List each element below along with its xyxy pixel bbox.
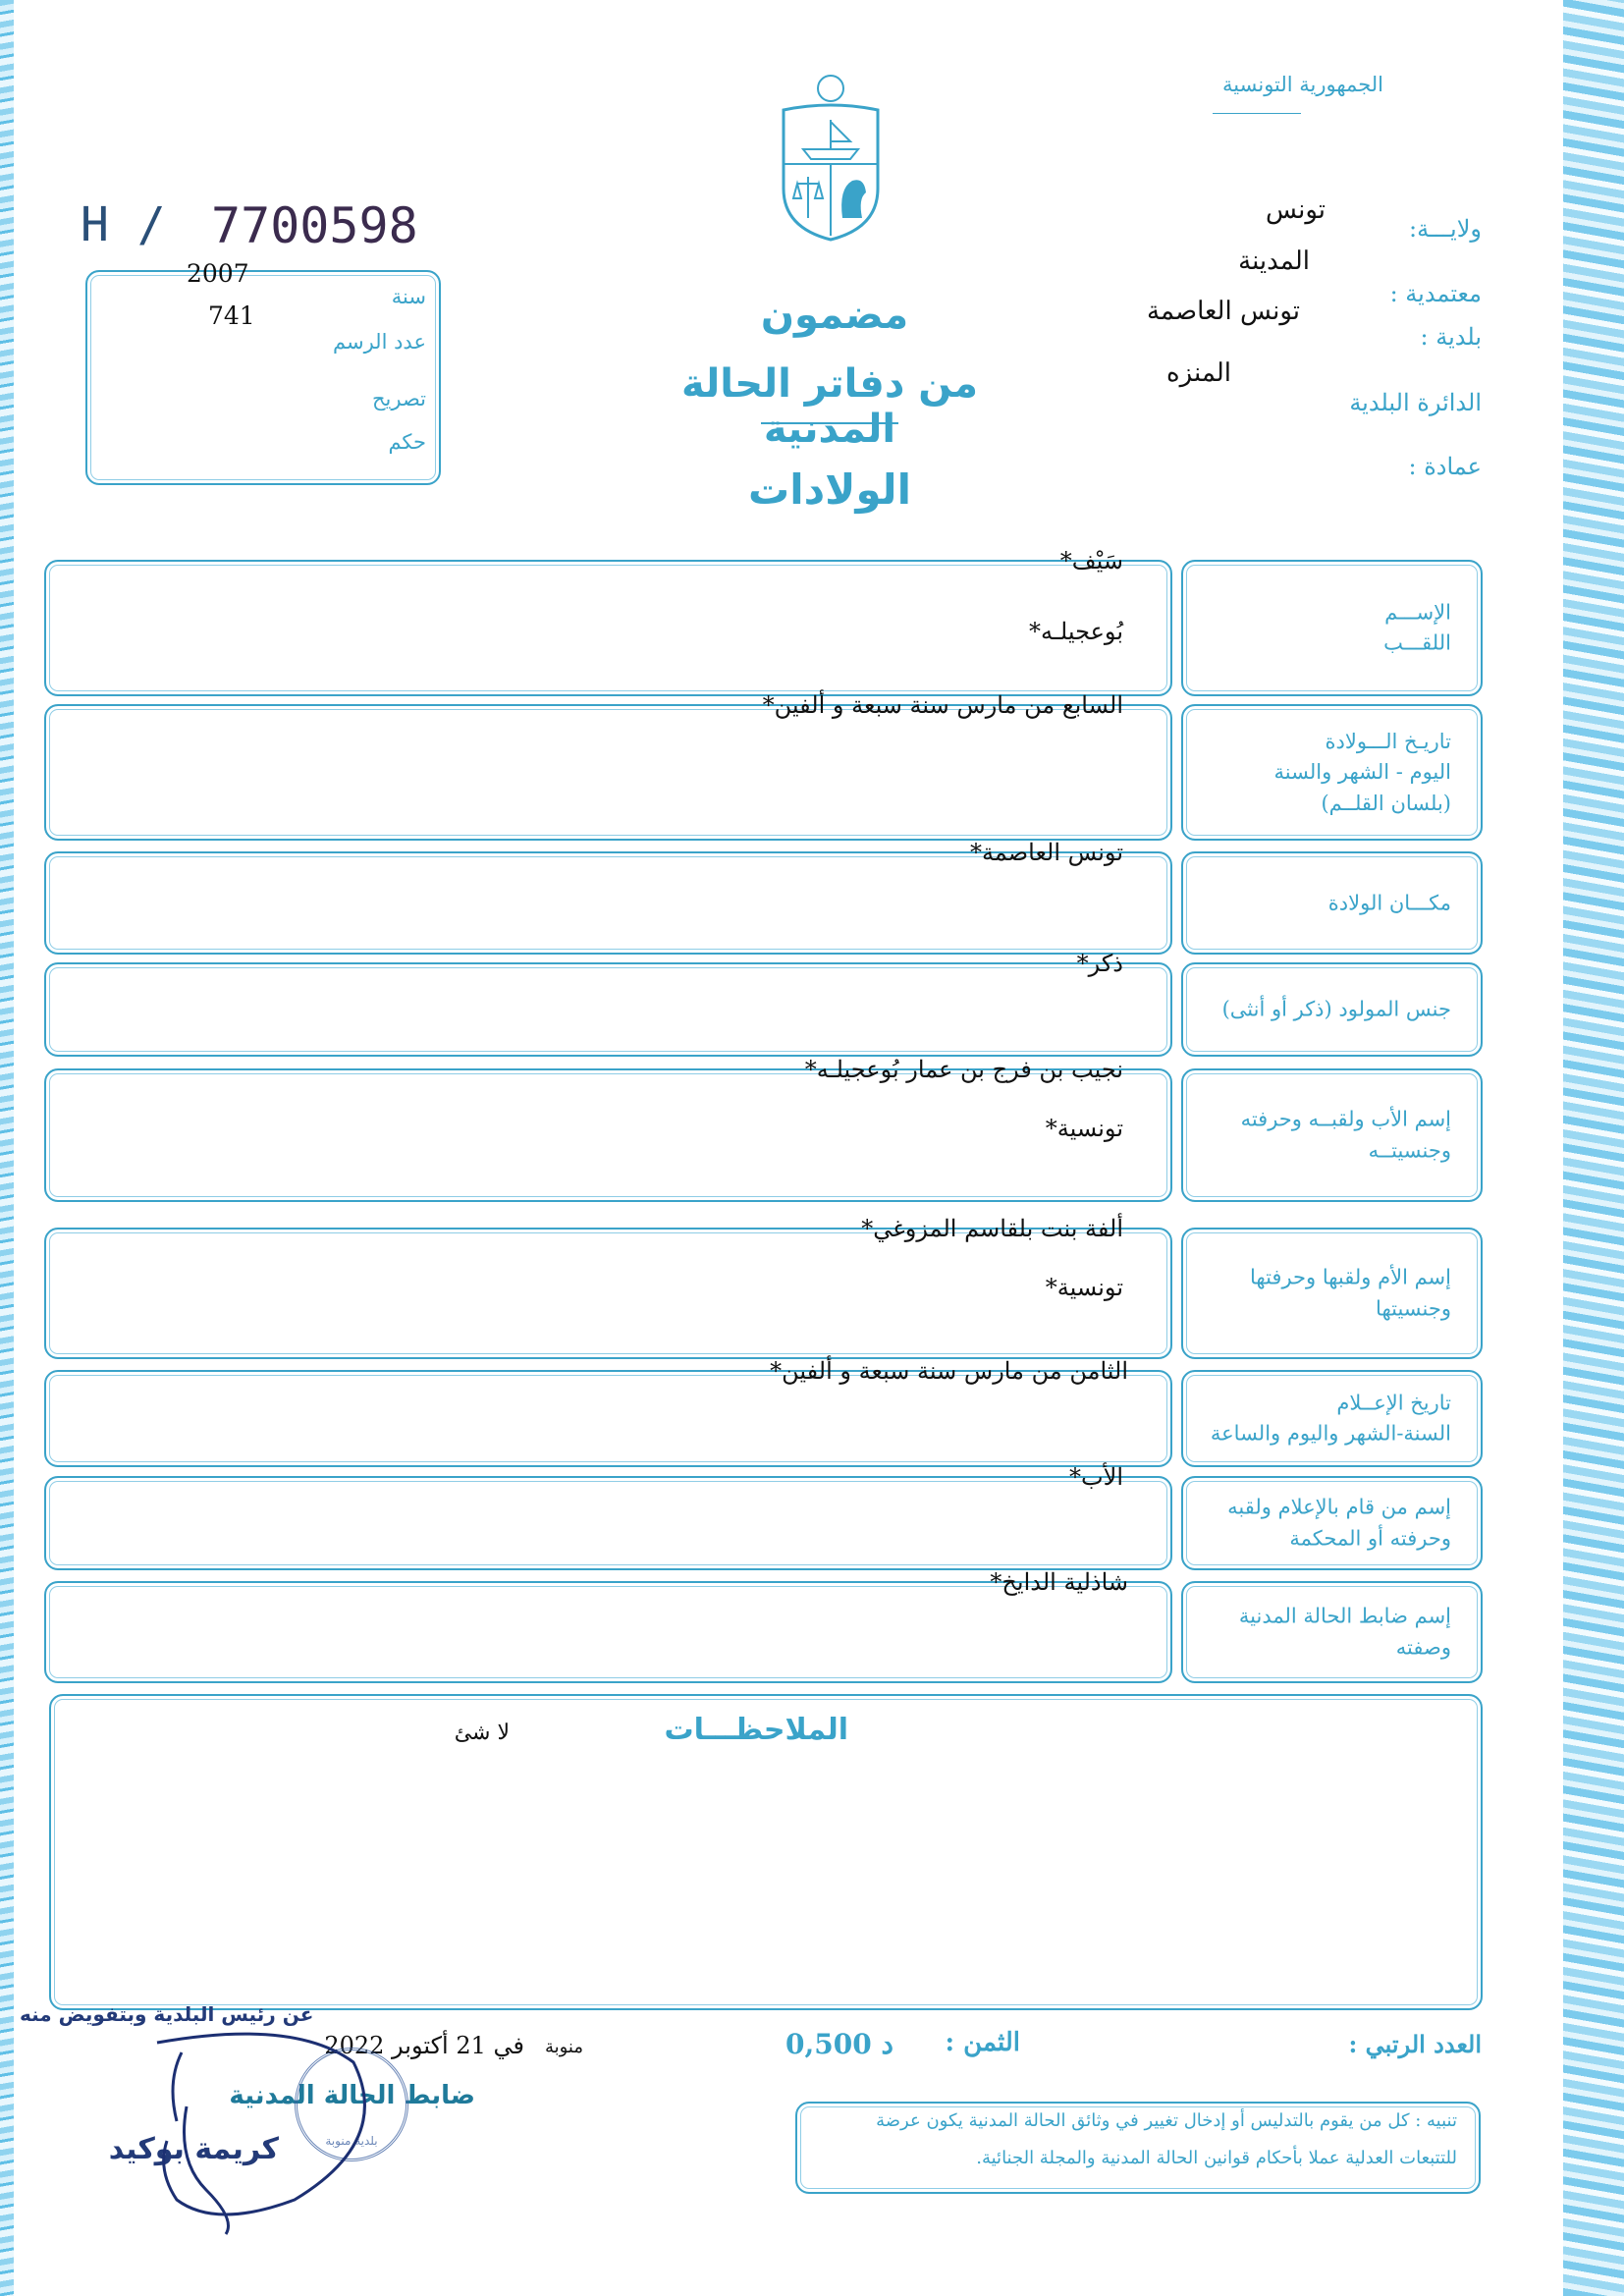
row-label-line-2: السنة-الشهر واليوم والساعة [1210, 1421, 1451, 1446]
row-value-box [44, 1228, 1172, 1359]
row-label [1193, 1388, 1451, 1449]
row-value-box [44, 962, 1172, 1057]
stamp-text: بلدية منوبة [325, 2134, 378, 2149]
delegation-value: المدينة [1238, 246, 1310, 276]
row-label-line-2: وجنسيتــه [1368, 1138, 1451, 1162]
row-label [1193, 1105, 1451, 1167]
row-label-line-3: (بلسان القلــم) [1321, 791, 1451, 815]
row-label-box [1181, 1068, 1483, 1202]
price-label: الثمن : [945, 2028, 1020, 2057]
row-value-box [44, 1581, 1172, 1683]
row-label [1193, 1493, 1451, 1555]
row-value: تونس العاصمة* [970, 839, 1123, 866]
row-label-line-2: اليوم - الشهر والسنة [1273, 759, 1451, 784]
remarks-label: الملاحظـــات [664, 1713, 848, 1747]
row-label-line: إسم الأب ولقبــه وحرفته [1240, 1107, 1451, 1131]
row-value-box [44, 560, 1172, 696]
record-label: عدد الرسم [333, 330, 426, 354]
row-value: شاذلية الدايخ* [990, 1568, 1128, 1596]
title-births: الولادات [748, 465, 911, 514]
left-decorative-border [0, 0, 14, 2296]
governorate-value: تونس [1265, 195, 1326, 225]
handwritten-signature [98, 2023, 412, 2239]
row-value: ذكر* [1076, 950, 1123, 977]
right-decorative-border [1563, 0, 1624, 2296]
row-label-line: الإســـم [1384, 600, 1451, 624]
officer-title: ضابط الحالة المدنية [229, 2081, 475, 2110]
row-value: الثامن من مارس سنة سبعة و ألفين* [770, 1357, 1128, 1385]
row-label-box [1181, 1476, 1483, 1570]
row-value-box [44, 851, 1172, 955]
price-value: 0,500 د [785, 2028, 893, 2060]
row-value-box [44, 704, 1172, 841]
judgment-label: حكم [388, 430, 426, 454]
year-value: 2007 [187, 259, 249, 288]
governorate-label: ولايـــة: [1408, 215, 1482, 243]
issue-place: منوبة [544, 2037, 583, 2057]
row-label-box [1181, 560, 1483, 696]
row-label [1193, 1263, 1451, 1325]
row-label-line: إسم الأم ولقبها وحرفتها [1250, 1265, 1451, 1289]
row-value: الأب* [1069, 1463, 1123, 1491]
row-label [1193, 726, 1451, 819]
row-label-line-2: وحرفته أو المحكمة [1289, 1526, 1451, 1550]
row-label-line: تاريخ الإعــلام [1336, 1391, 1451, 1414]
notice-line-1: تنبيه : كل من يقوم بالتدليس أو إدخال تغيير في وثائق الحالة المدنية يكون عرضة [876, 2110, 1457, 2131]
serial-number: 7700598 [211, 197, 418, 254]
signatory-role: عن رئيس البلدية وبتفويض منه [20, 2002, 314, 2026]
district-value: المنزه [1166, 358, 1231, 388]
row-label-box [1181, 962, 1483, 1057]
issue-date: في 21 أكتوبر 2022 [324, 2032, 524, 2059]
remarks-value: لا شئ [454, 1721, 510, 1745]
delegation-label: معتمدية : [1389, 280, 1482, 307]
tunisia-coat-of-arms [776, 71, 886, 244]
row-label-line: إسم ضابط الحالة المدنية [1238, 1604, 1451, 1628]
serial-prefix: H / [81, 197, 166, 252]
row-label-line: إسم من قام بالإعلام ولقبه [1227, 1495, 1451, 1519]
row-label-box [1181, 1581, 1483, 1683]
row-value-2: بُوعجيلـه* [1029, 618, 1123, 645]
district-label: الدائرة البلدية [1349, 389, 1482, 416]
row-label [1193, 597, 1451, 659]
row-value-box [44, 1068, 1172, 1202]
row-label-box [1181, 1370, 1483, 1467]
row-value: ألفة بنت بلقاسم المزوغي* [861, 1215, 1123, 1242]
title-underline [761, 422, 898, 424]
row-value-2: تونسية* [1045, 1115, 1123, 1142]
row-label [1193, 1602, 1451, 1664]
signatory-name: كريمة بوكيد [108, 2132, 279, 2166]
row-label-line: تاريـخ الـــولادة [1325, 729, 1451, 753]
sector-label: عمادة : [1408, 453, 1482, 480]
row-label-box [1181, 704, 1483, 841]
municipality-value: تونس العاصمة [1147, 297, 1300, 326]
year-label: سنة [391, 285, 426, 308]
title-extract: مضمون [760, 293, 909, 338]
row-label-line: جنس المولود (ذكر أو أنثى) [1221, 997, 1451, 1021]
row-label-line-2: اللقـــب [1383, 630, 1451, 655]
row-label-line-2: وجنسيتها [1376, 1296, 1451, 1320]
row-label-line-2: وصفته [1395, 1635, 1451, 1659]
title-registers: من دفاتر الحالة المدنية [680, 361, 979, 452]
republic-title: الجمهورية التونسية [1222, 73, 1383, 96]
declaration-label: تصريح [371, 387, 426, 410]
row-value: نجيب بن فرج بن عمار بُوعجيلـه* [804, 1056, 1123, 1083]
municipality-label: بلدية : [1420, 323, 1482, 351]
row-value-2: تونسية* [1045, 1274, 1123, 1301]
row-label [1193, 994, 1451, 1025]
row-label-box [1181, 1228, 1483, 1359]
row-label [1193, 888, 1451, 919]
row-value-box [44, 1476, 1172, 1570]
row-value: سَيْف* [1059, 547, 1123, 574]
notice-line-2: للتتبعات العدلية عملا بأحكام قوانين الحالة المدنية والمجلة الجنائية. [976, 2148, 1457, 2168]
row-label-box [1181, 851, 1483, 955]
row-value: السابع من مارس سنة سبعة و ألفين* [762, 691, 1123, 719]
republic-underline [1213, 113, 1301, 114]
row-label-line: مكـــان الولادة [1327, 890, 1451, 914]
serial-label: العدد الرتبي : [1348, 2030, 1482, 2058]
record-value: 741 [208, 301, 255, 330]
